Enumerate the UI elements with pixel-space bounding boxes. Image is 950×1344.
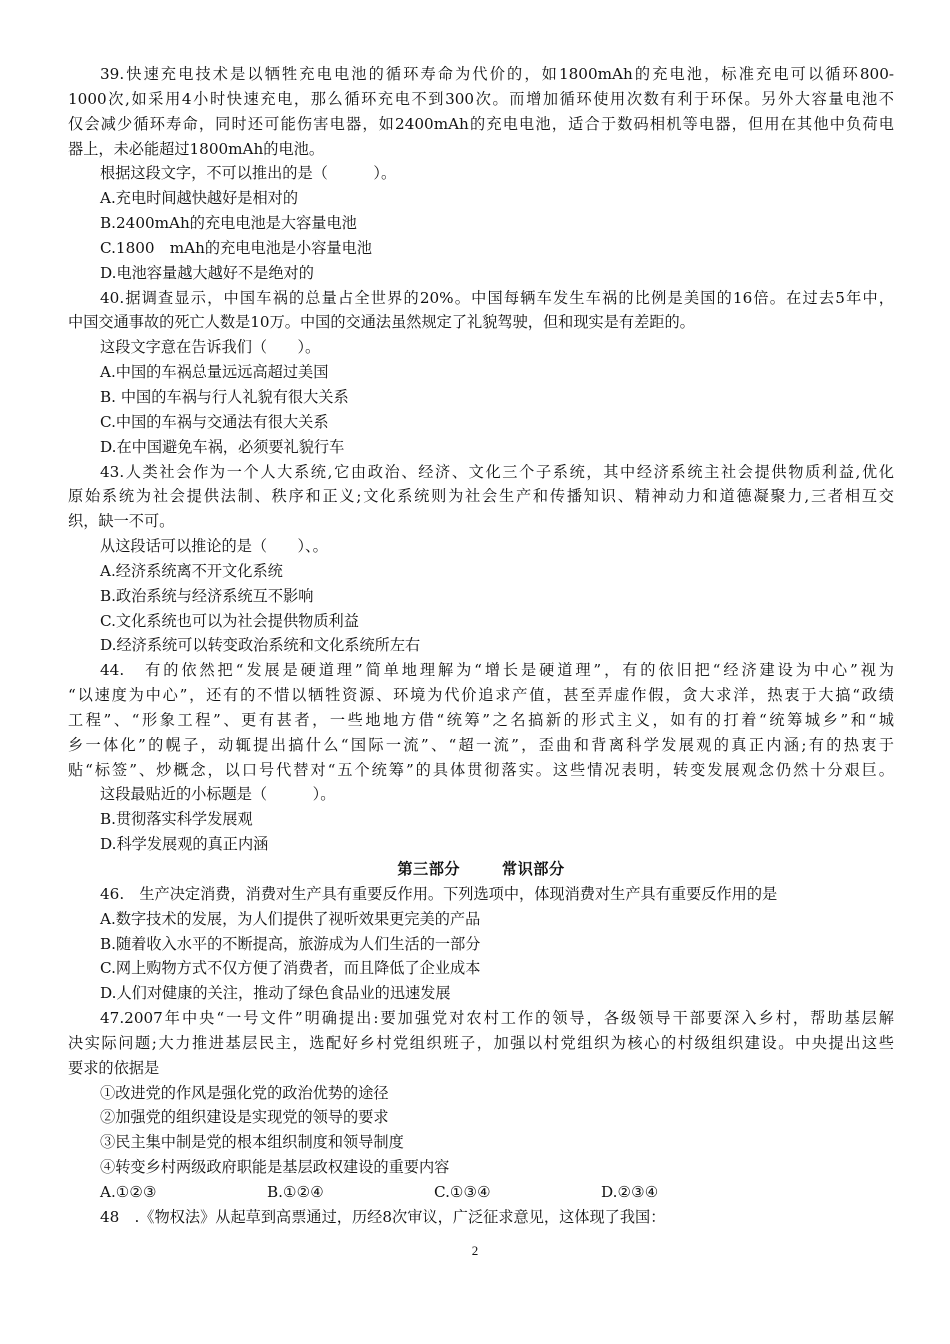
option-row	[68, 1180, 894, 1205]
option-b: B.随着收入水平的不断提高，旅游成为人们生活的一部分	[100, 934, 481, 953]
question-stem-line: 44. 有的依然把“发展是硬道理”简单地理解为“增长是硬道理”，有的依旧把“经济建设为中心”视为	[100, 661, 894, 680]
question-stem-line: 乡一体化”的幌子，动辄提出搞什么“国际一流”、“超一流”，歪曲和背离科学发展观的真正内涵;有的热衷于	[68, 735, 894, 754]
question-stem-line: “以速度为中心”，还有的不惜以牺牲资源、环境为代价追求产值，甚至弄虚作假，贪大求洋，热衷于大搞“政绩	[68, 686, 894, 705]
question-44	[68, 658, 894, 857]
question-stem-line: 工程”、“形象工程”、更有甚者，一些地地方借“统筹”之名搞新的形式主义，如有的打着“统筹城乡”和“城	[68, 710, 894, 729]
question-40	[68, 286, 894, 460]
statement-4: ④转变乡村两级政府职能是基层政权建设的重要内容	[100, 1158, 450, 1177]
question-stem-line: 贴“标签”、炒概念，以口号代替对“五个统筹”的具体贯彻落实。这些情况表明，转变发展观念仍然十分艰巨。	[68, 760, 894, 779]
statement-2: ②加强党的组织建设是实现党的领导的要求	[100, 1108, 389, 1127]
option-c: C.①③④	[434, 1182, 491, 1201]
question-prompt: 从这段话可以推论的是（ ）、。	[100, 537, 328, 556]
question-47	[68, 1006, 894, 1205]
option-b: B.贯彻落实科学发展观	[100, 810, 253, 829]
section-heading	[68, 857, 894, 882]
option-d: D.在中国避免车祸，必须要礼貌行车	[100, 437, 345, 456]
question-stem-line: 47.2007年中央“一号文件”明确提出:要加强党对农村工作的领导，各级领导干部要深入乡村，帮助基层解	[100, 1009, 894, 1028]
section-part: 第三部分	[397, 860, 461, 878]
question-stem-line: 仅会减少循环寿命，同时还可能伤害电器，如2400mAh的充电电池，适合于数码相机等电器，但用在其他中负荷电	[68, 114, 894, 133]
option-a: A.中国的车祸总量远远高超过美国	[100, 363, 329, 382]
option-c: C.网上购物方式不仅方便了消费者，而且降低了企业成本	[100, 959, 481, 978]
question-46	[68, 882, 894, 1006]
option-c: C.文化系统也可以为社会提供物质利益	[100, 611, 359, 630]
question-stem-line: 要求的依据是	[68, 1058, 160, 1077]
question-stem-line: 原始系统为社会提供法制、秩序和正义;文化系统则为社会生产和传播知识、精神动力和道德凝聚力,三者相互交	[68, 487, 894, 506]
option-c: C.1800 mAh的充电电池是小容量电池	[100, 238, 372, 257]
option-b: B. 中国的车祸与行人礼貌有很大关系	[100, 387, 349, 406]
question-stem-line: 器上，未必能超过1800mAh的电池。	[68, 139, 325, 158]
question-stem-line: 39.快速充电技术是以牺牲充电电池的循环寿命为代价的，如1800mAh的充电池，标准充电可以循环800-	[100, 65, 894, 83]
option-b: B.2400mAh的充电电池是大容量电池	[100, 214, 357, 233]
option-d: D.电池容量越大越好不是绝对的	[100, 263, 314, 282]
question-stem-line: 1000次,如采用4小时快速充电，那么循环充电不到300次。而增加循环使用次数有利于环保。另外大容量电池不	[68, 89, 894, 108]
option-a: A.经济系统离不开文化系统	[100, 561, 283, 580]
page-number: 2	[471, 1243, 479, 1258]
option-d: D.经济系统可以转变政治系统和文化系统所左右	[100, 636, 421, 655]
option-c: C.中国的车祸与交通法有很大关系	[100, 412, 329, 431]
question-39	[68, 62, 894, 286]
option-a: A.①②③	[100, 1182, 157, 1201]
option-b: B.①②④	[267, 1182, 324, 1201]
question-48	[68, 1205, 894, 1230]
question-prompt: 这段文字意在告诉我们（ ）。	[100, 338, 321, 357]
question-stem-line: 中国交通事故的死亡人数是10万。中国的交通法虽然规定了礼貌驾驶，但和现实是有差距的。	[68, 313, 695, 332]
question-stem-line: 46. 生产决定消费，消费对生产具有重要反作用。下列选项中，体现消费对生产具有重要反作用的是	[100, 884, 778, 903]
question-stem-line: 48 .《物权法》从起草到高票通过，历经8次审议，广泛征求意见，这体现了我国：	[100, 1207, 666, 1226]
question-prompt: 根据这段文字，不可以推出的是（ ）。	[100, 164, 397, 183]
option-a: A.充电时间越快越好是相对的	[100, 189, 299, 208]
document-page	[68, 62, 894, 1230]
question-stem-line: 决实际问题;大力推进基层民主，选配好乡村党组织班子，加强以村党组织为核心的村级组织建设。中央提出这些	[68, 1033, 894, 1052]
option-d: D.②③④	[601, 1182, 659, 1201]
question-stem-line: 43.人类社会作为一个人大系统,它由政治、经济、文化三个子系统，其中经济系统主社会提供物质利益,优化	[100, 462, 894, 481]
question-stem-line: 织，缺一不可。	[68, 512, 175, 531]
question-prompt: 这段最贴近的小标题是（ ）。	[100, 785, 336, 804]
question-stem-line: 40.据调查显示，中国车祸的总量占全世界的20%。中国每辆车发生车祸的比例是美国的16倍。在过去5年中，	[100, 288, 894, 307]
option-b: B.政治系统与经济系统互不影响	[100, 586, 314, 605]
statement-1: ①改进党的作风是强化党的政治优势的途径	[100, 1083, 389, 1102]
question-43	[68, 460, 894, 659]
section-name: 常识部分	[501, 860, 565, 878]
statement-3: ③民主集中制是党的根本组织制度和领导制度	[100, 1133, 404, 1152]
option-d: D.科学发展观的真正内涵	[100, 835, 269, 854]
option-d: D.人们对健康的关注，推动了绿色食品业的迅速发展	[100, 984, 451, 1003]
option-a: A.数字技术的发展，为人们提供了视听效果更完美的产品	[100, 909, 481, 928]
